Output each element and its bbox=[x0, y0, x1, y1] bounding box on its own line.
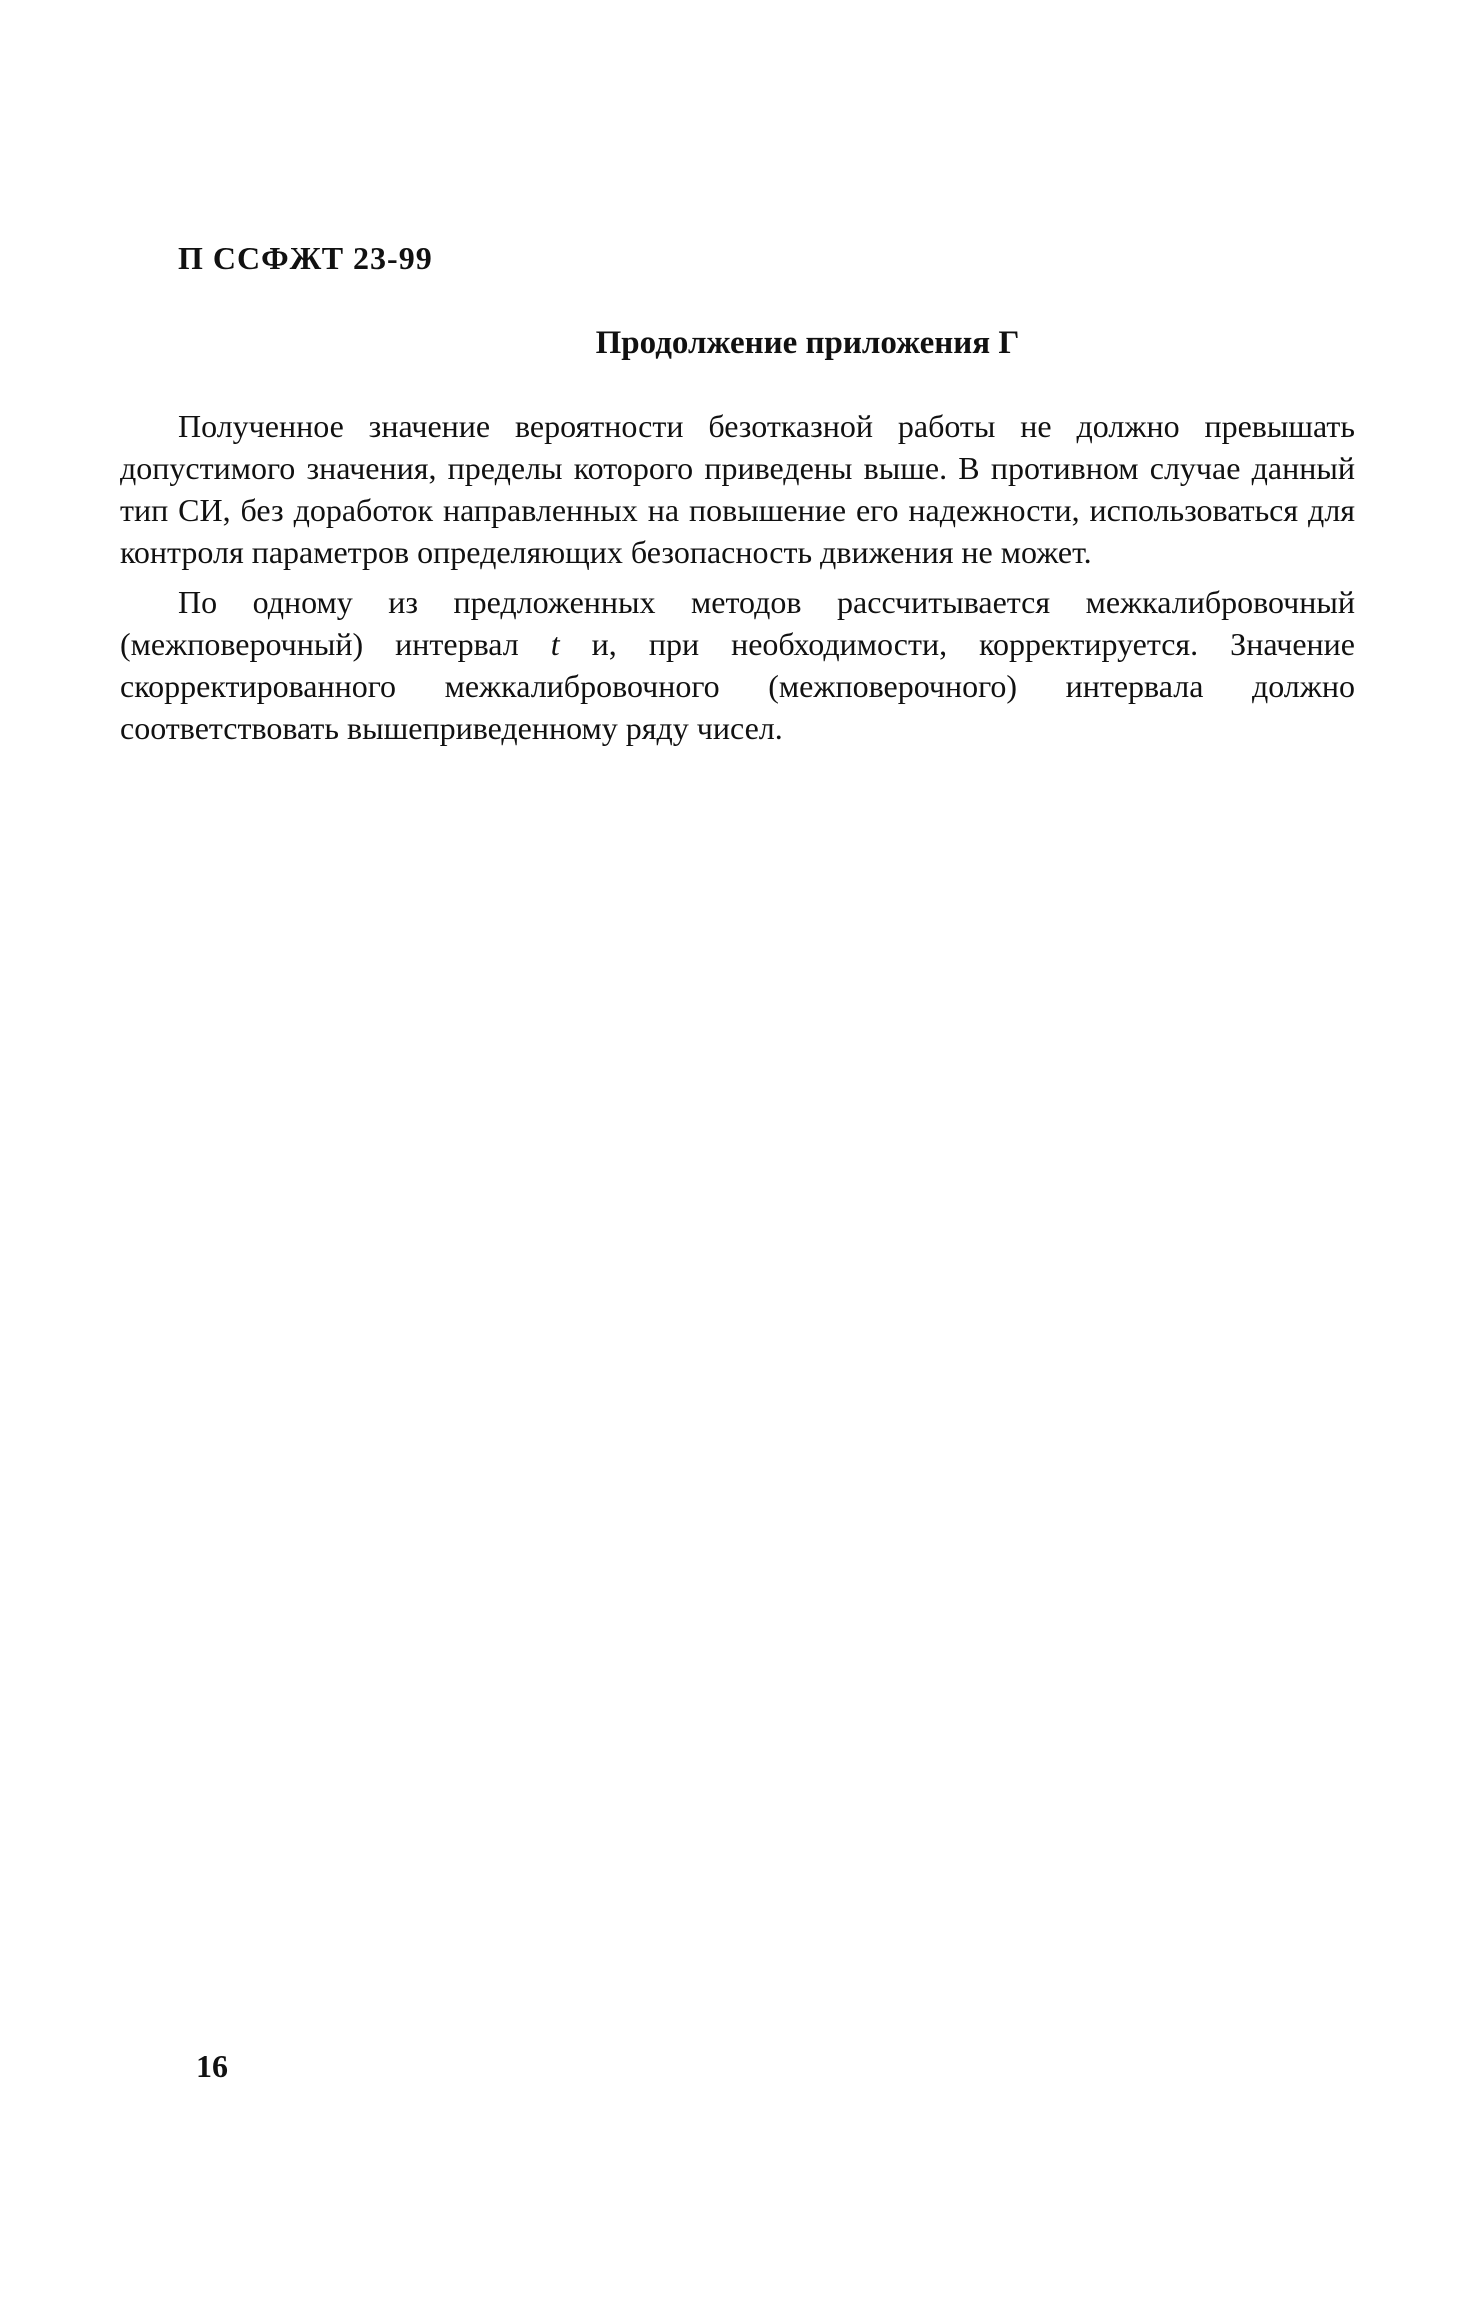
interval-variable: t bbox=[550, 626, 560, 662]
document-code: П ССФЖТ 23-99 bbox=[178, 240, 433, 276]
section-heading: Продолжение приложения Г bbox=[595, 325, 1020, 361]
paragraph-reliability: Полученное значение вероятности безотказной работы не должно превышать допустимого значения, пределы которого приведены выше. В противном случае данный тип СИ, без доработок направленных на повышение его надежности, использоваться для контроля параметров определяющих безопасность движения не может. bbox=[120, 408, 1355, 570]
body-text bbox=[120, 405, 1355, 757]
paragraph-interval-part2: и, при необходимости, корректируется. Значение скорректированного межкалибровочного (межповерочного) интервала должно соответствовать вышеприведенному ряду чисел. bbox=[120, 626, 1356, 746]
paragraph-interval bbox=[120, 581, 1355, 749]
page-number: 16 bbox=[196, 2048, 228, 2084]
paragraph-interval-part1: По одному из предложенных методов рассчитывается межкалибровочный (межповерочный) интервал bbox=[120, 584, 1355, 662]
